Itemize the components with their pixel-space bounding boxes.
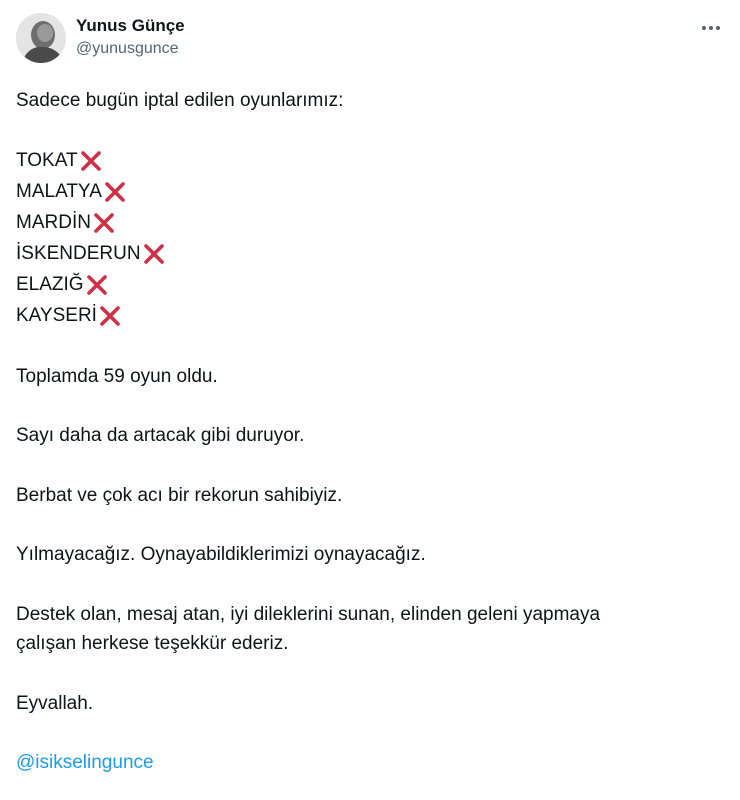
cancelled-city-list — [16, 146, 724, 332]
paragraph-spacer — [16, 659, 724, 689]
city-name: ELAZIĞ — [16, 274, 84, 296]
paragraph-spacer — [16, 332, 724, 362]
paragraph-spacer — [16, 718, 724, 748]
city-name: MALATYA — [16, 181, 102, 203]
author-display-name[interactable]: Yunus Günçe — [76, 16, 185, 35]
tweet-line-2: Sayı daha da artacak gibi duruyor. — [16, 425, 305, 446]
paragraph-spacer — [16, 116, 724, 146]
tweet-body — [16, 86, 724, 778]
tweet-thanks-1: Destek olan, mesaj atan, iyi dileklerini sunan, elinden geleni yapmaya — [16, 603, 601, 625]
city-name: KAYSERİ — [16, 305, 97, 327]
city-name: İSKENDERUN — [16, 243, 141, 265]
cancelled-city-row — [16, 208, 724, 239]
tweet-thanks-2: çalışan herkese teşekkür ederiz. — [16, 633, 289, 654]
cross-mark-icon — [142, 242, 166, 266]
cross-mark-icon — [85, 273, 109, 297]
author-names — [76, 15, 185, 60]
cross-mark-icon — [98, 304, 122, 328]
tweet-line-4: Yılmayacağız. Oynayabildiklerimizi oynayacağız. — [16, 544, 426, 565]
cross-mark-icon — [103, 180, 127, 204]
paragraph-spacer — [16, 391, 724, 421]
avatar-photo-icon — [16, 13, 66, 63]
more-dots-icon — [701, 25, 721, 31]
cross-mark-icon — [92, 211, 116, 235]
city-name: MARDİN — [16, 212, 91, 234]
tweet-intro: Sadece bugün iptal edilen oyunlarımız: — [16, 90, 344, 111]
paragraph-spacer — [16, 570, 724, 600]
city-name: TOKAT — [16, 150, 78, 172]
cancelled-city-row — [16, 177, 724, 208]
cancelled-city-row — [16, 146, 724, 177]
tweet-closing: Eyvallah. — [16, 692, 94, 714]
author-handle[interactable]: @yunusgunce — [76, 40, 179, 57]
more-options-button[interactable] — [698, 15, 724, 41]
tweet-line-3: Berbat ve çok acı bir rekorun sahibiyiz. — [16, 484, 343, 506]
tweet-total: Toplamda 59 oyun oldu. — [16, 365, 218, 387]
cancelled-city-row — [16, 239, 724, 270]
paragraph-spacer — [16, 510, 724, 540]
tweet-header — [16, 13, 724, 65]
cross-mark-icon — [79, 149, 103, 173]
avatar[interactable] — [16, 13, 66, 63]
cancelled-city-row — [16, 301, 724, 332]
mention-link[interactable]: @isikselingunce — [16, 752, 154, 773]
cancelled-city-row — [16, 270, 724, 301]
paragraph-spacer — [16, 451, 724, 481]
